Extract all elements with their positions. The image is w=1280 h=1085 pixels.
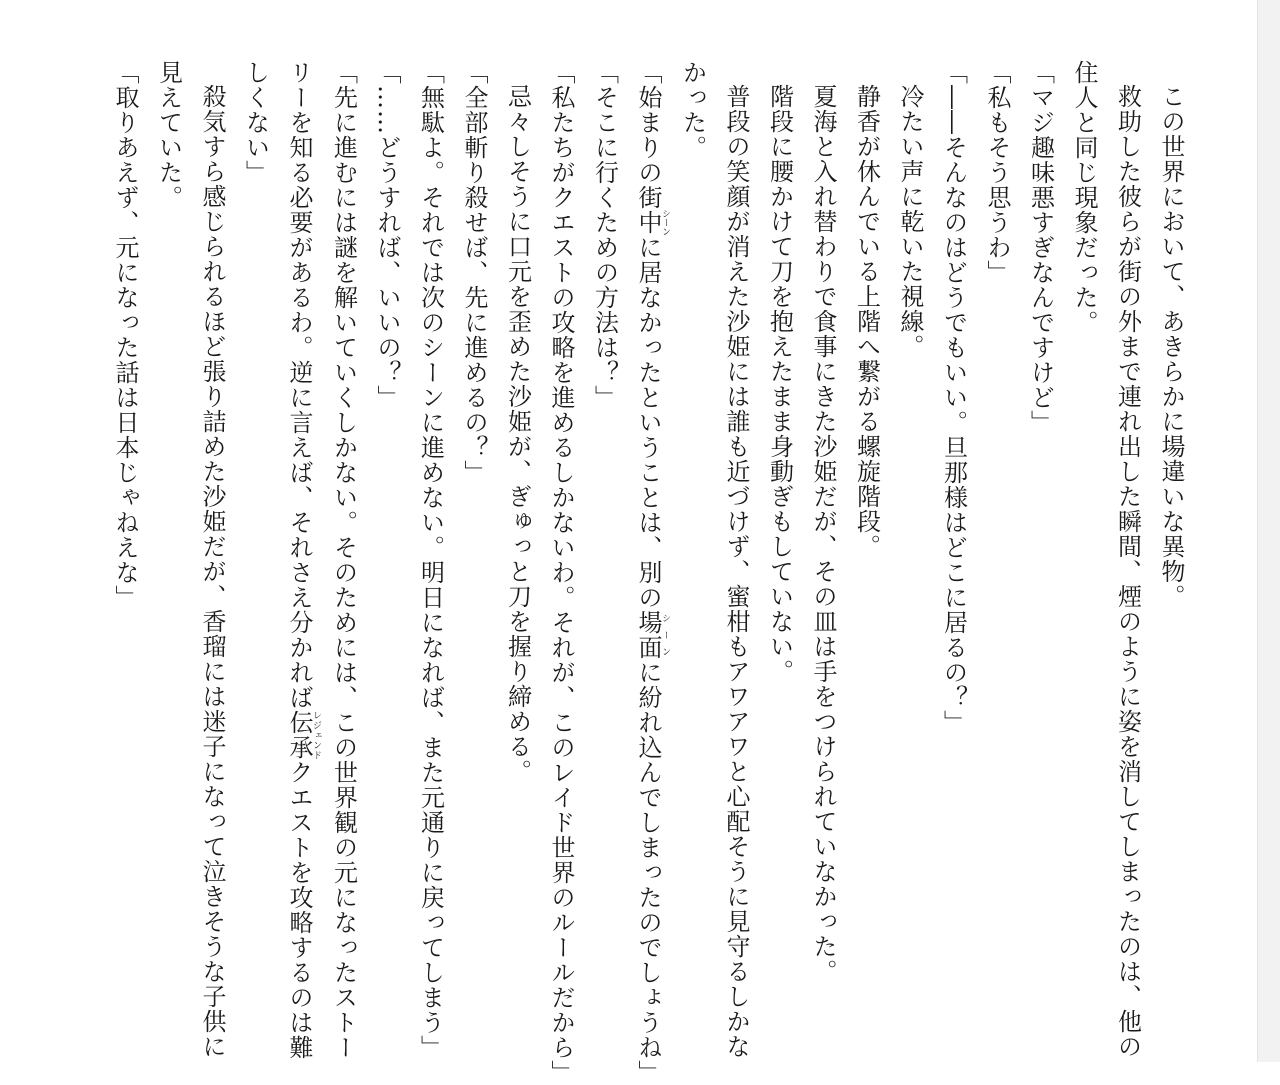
text-line-with-ruby [277, 60, 322, 1060]
text-line: 冷たい声に乾いた視線。 [896, 84, 924, 359]
text-line: 「そこに行くための方法は？」 [590, 60, 619, 410]
text-line: 静香が休んでいる上階へ繋がる螺旋階段。 [852, 84, 881, 559]
text-line: この世界において、あきらかに場違いな異物。 [1157, 84, 1185, 609]
text-line: 「全部斬り殺せば、先に進めるの？」 [460, 60, 488, 485]
ruby-reading: シーン [660, 209, 670, 236]
text-line: 見えていた。 [154, 60, 183, 210]
text-line: 忌々しそうに口元を歪めた沙姫が、ぎゅっと刀を握り締める。 [503, 84, 532, 784]
ruby-annotation [634, 610, 670, 660]
page-edge [1257, 0, 1280, 1062]
text-line: 「……どうすれば、いいの？」 [373, 60, 401, 410]
ruby-annotation [634, 209, 670, 236]
ruby-reading: シーン [660, 610, 670, 660]
text-line: 階段に腰かけて刀を抱えたまま身動ぎもしていない。 [765, 84, 794, 684]
text-line: 「――そんなのはどうでもいい。旦那様はどこに居るの？」 [939, 60, 968, 735]
text-line: 住人と同じ現象だった。 [1070, 60, 1098, 335]
ruby-reading: レジェンド [311, 710, 321, 760]
text-segment: リーを知る必要があるわ。逆に言えば、それさえ分かれば [285, 60, 313, 710]
text-line: 「取りあえず、元になった話は日本じゃねえな」 [111, 60, 139, 610]
text-segment: クエストを攻略するのは難 [285, 760, 313, 1060]
text-line: 「私もそう思うわ」 [983, 60, 1011, 285]
text-line: 「無駄よ。それでは次のシーンに進めない。明日になれば、また元通りに戻ってしまう」 [416, 60, 445, 1060]
text-line: しくない」 [241, 60, 270, 185]
vertical-text-body [103, 60, 1193, 1085]
text-segment: に紛れ込んでしまったのでしょうね」 [634, 660, 662, 1085]
text-line: 夏海と入れ替わりで食事にきた沙姫だが、その皿は手をつけられていなかった。 [809, 84, 837, 984]
text-line-with-ruby [626, 60, 671, 1085]
text-line: 救助した彼らが街の外まで連れ出した瞬間、煙のように姿を消してしまったのは、他の [1113, 84, 1142, 1059]
text-line: 普段の笑顔が消えた沙姫には誰も近づけず、蜜柑もアワアワと心配そうに見守るしかな [722, 84, 750, 1059]
ruby-base: 場面 [634, 610, 662, 660]
text-line: 「マジ趣味悪すぎなんですけど」 [1026, 60, 1055, 435]
text-line: かった。 [678, 60, 707, 160]
text-line: 「先に進むには謎を解いていくしかない。そのためには、この世界観の元になったストー [329, 60, 358, 1060]
ruby-annotation [285, 710, 321, 760]
text-line: 殺気すら感じられるほど張り詰めた沙姫だが、香瑠には迷子になって泣きそうな子供に [198, 84, 226, 1059]
ruby-base: 伝承 [285, 710, 313, 760]
text-line: 「私たちがクエストの攻略を進めるしかないわ。それが、このレイド世界のルールだから」 [547, 60, 575, 1085]
text-segment: に居なかったということは、別の [634, 235, 662, 610]
text-segment: 「始まりの街 [634, 60, 662, 210]
ruby-base: 中 [634, 209, 662, 236]
